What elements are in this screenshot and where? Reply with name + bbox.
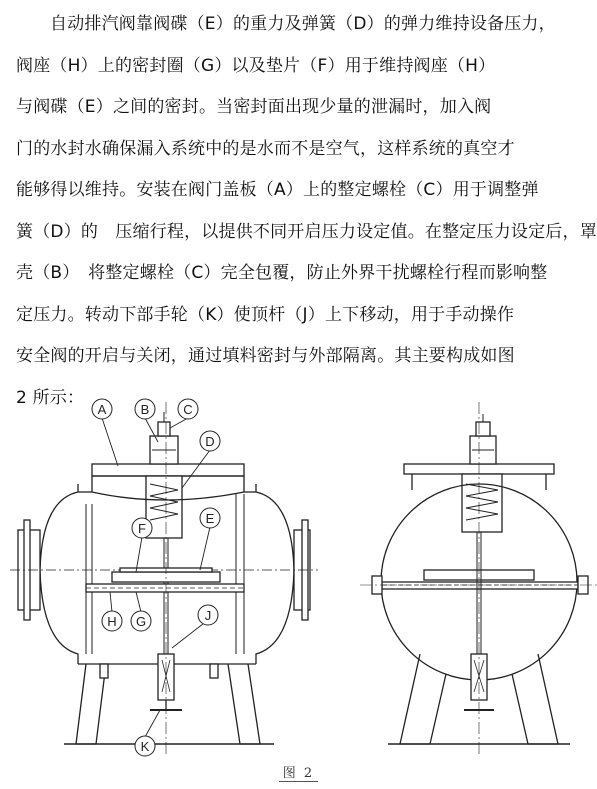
label-f: F [138, 521, 146, 536]
figure-caption-text: 图 2 [279, 766, 318, 782]
valve-drawing [0, 392, 597, 764]
figure-caption [0, 762, 597, 781]
figure-2 [0, 392, 597, 764]
label-j: J [204, 608, 212, 623]
text-line-8: 定压力。转动下部手轮（K）使顶杆（J）上下移动，用于手动操作 [16, 304, 515, 325]
text-line-1: 自动排汽阀靠阀碟（E）的重力及弹簧（D）的弹力维持设备压力， [50, 14, 556, 34]
text-line-5: 能够得以维持。安装在阀门盖板（A）上的整定螺栓（C）用于调整弹 [16, 180, 539, 200]
label-d: D [205, 434, 215, 449]
body-paragraph [16, 4, 597, 419]
text-line-10: 2 所示： [16, 387, 85, 408]
text-line-2: 阀座（H）上的密封圈（G）以及垫片（F）用于维持阀座（H） [16, 55, 496, 76]
label-a: A [97, 402, 107, 417]
text-line-4: 门的水封水确保漏入系统中的是水而不是空气，这样系统的真空才 [16, 138, 515, 159]
label-h: H [107, 614, 117, 629]
text-line-3: 与阀碟（E）之间的密封。当密封面出现少量的泄漏时，加入阀 [16, 97, 492, 117]
right-vessel-view [360, 402, 597, 757]
left-vessel-view [10, 402, 318, 757]
text-line-7: 壳（B） 将整定螺栓（C）完全包覆，防止外界干扰螺栓行程而影响整 [16, 263, 548, 283]
label-e: E [205, 511, 215, 526]
label-c: C [183, 402, 193, 417]
label-g: G [135, 614, 147, 629]
label-b: B [140, 402, 150, 417]
label-k: K [140, 739, 150, 754]
text-line-9: 安全阀的开启与关闭，通过填料密封与外部隔离。其主要构成如图 [16, 346, 515, 366]
text-line-6: 簧（D）的 压缩行程，以提供不同开启压力设定值。在整定压力设定后，罩 [16, 221, 597, 242]
